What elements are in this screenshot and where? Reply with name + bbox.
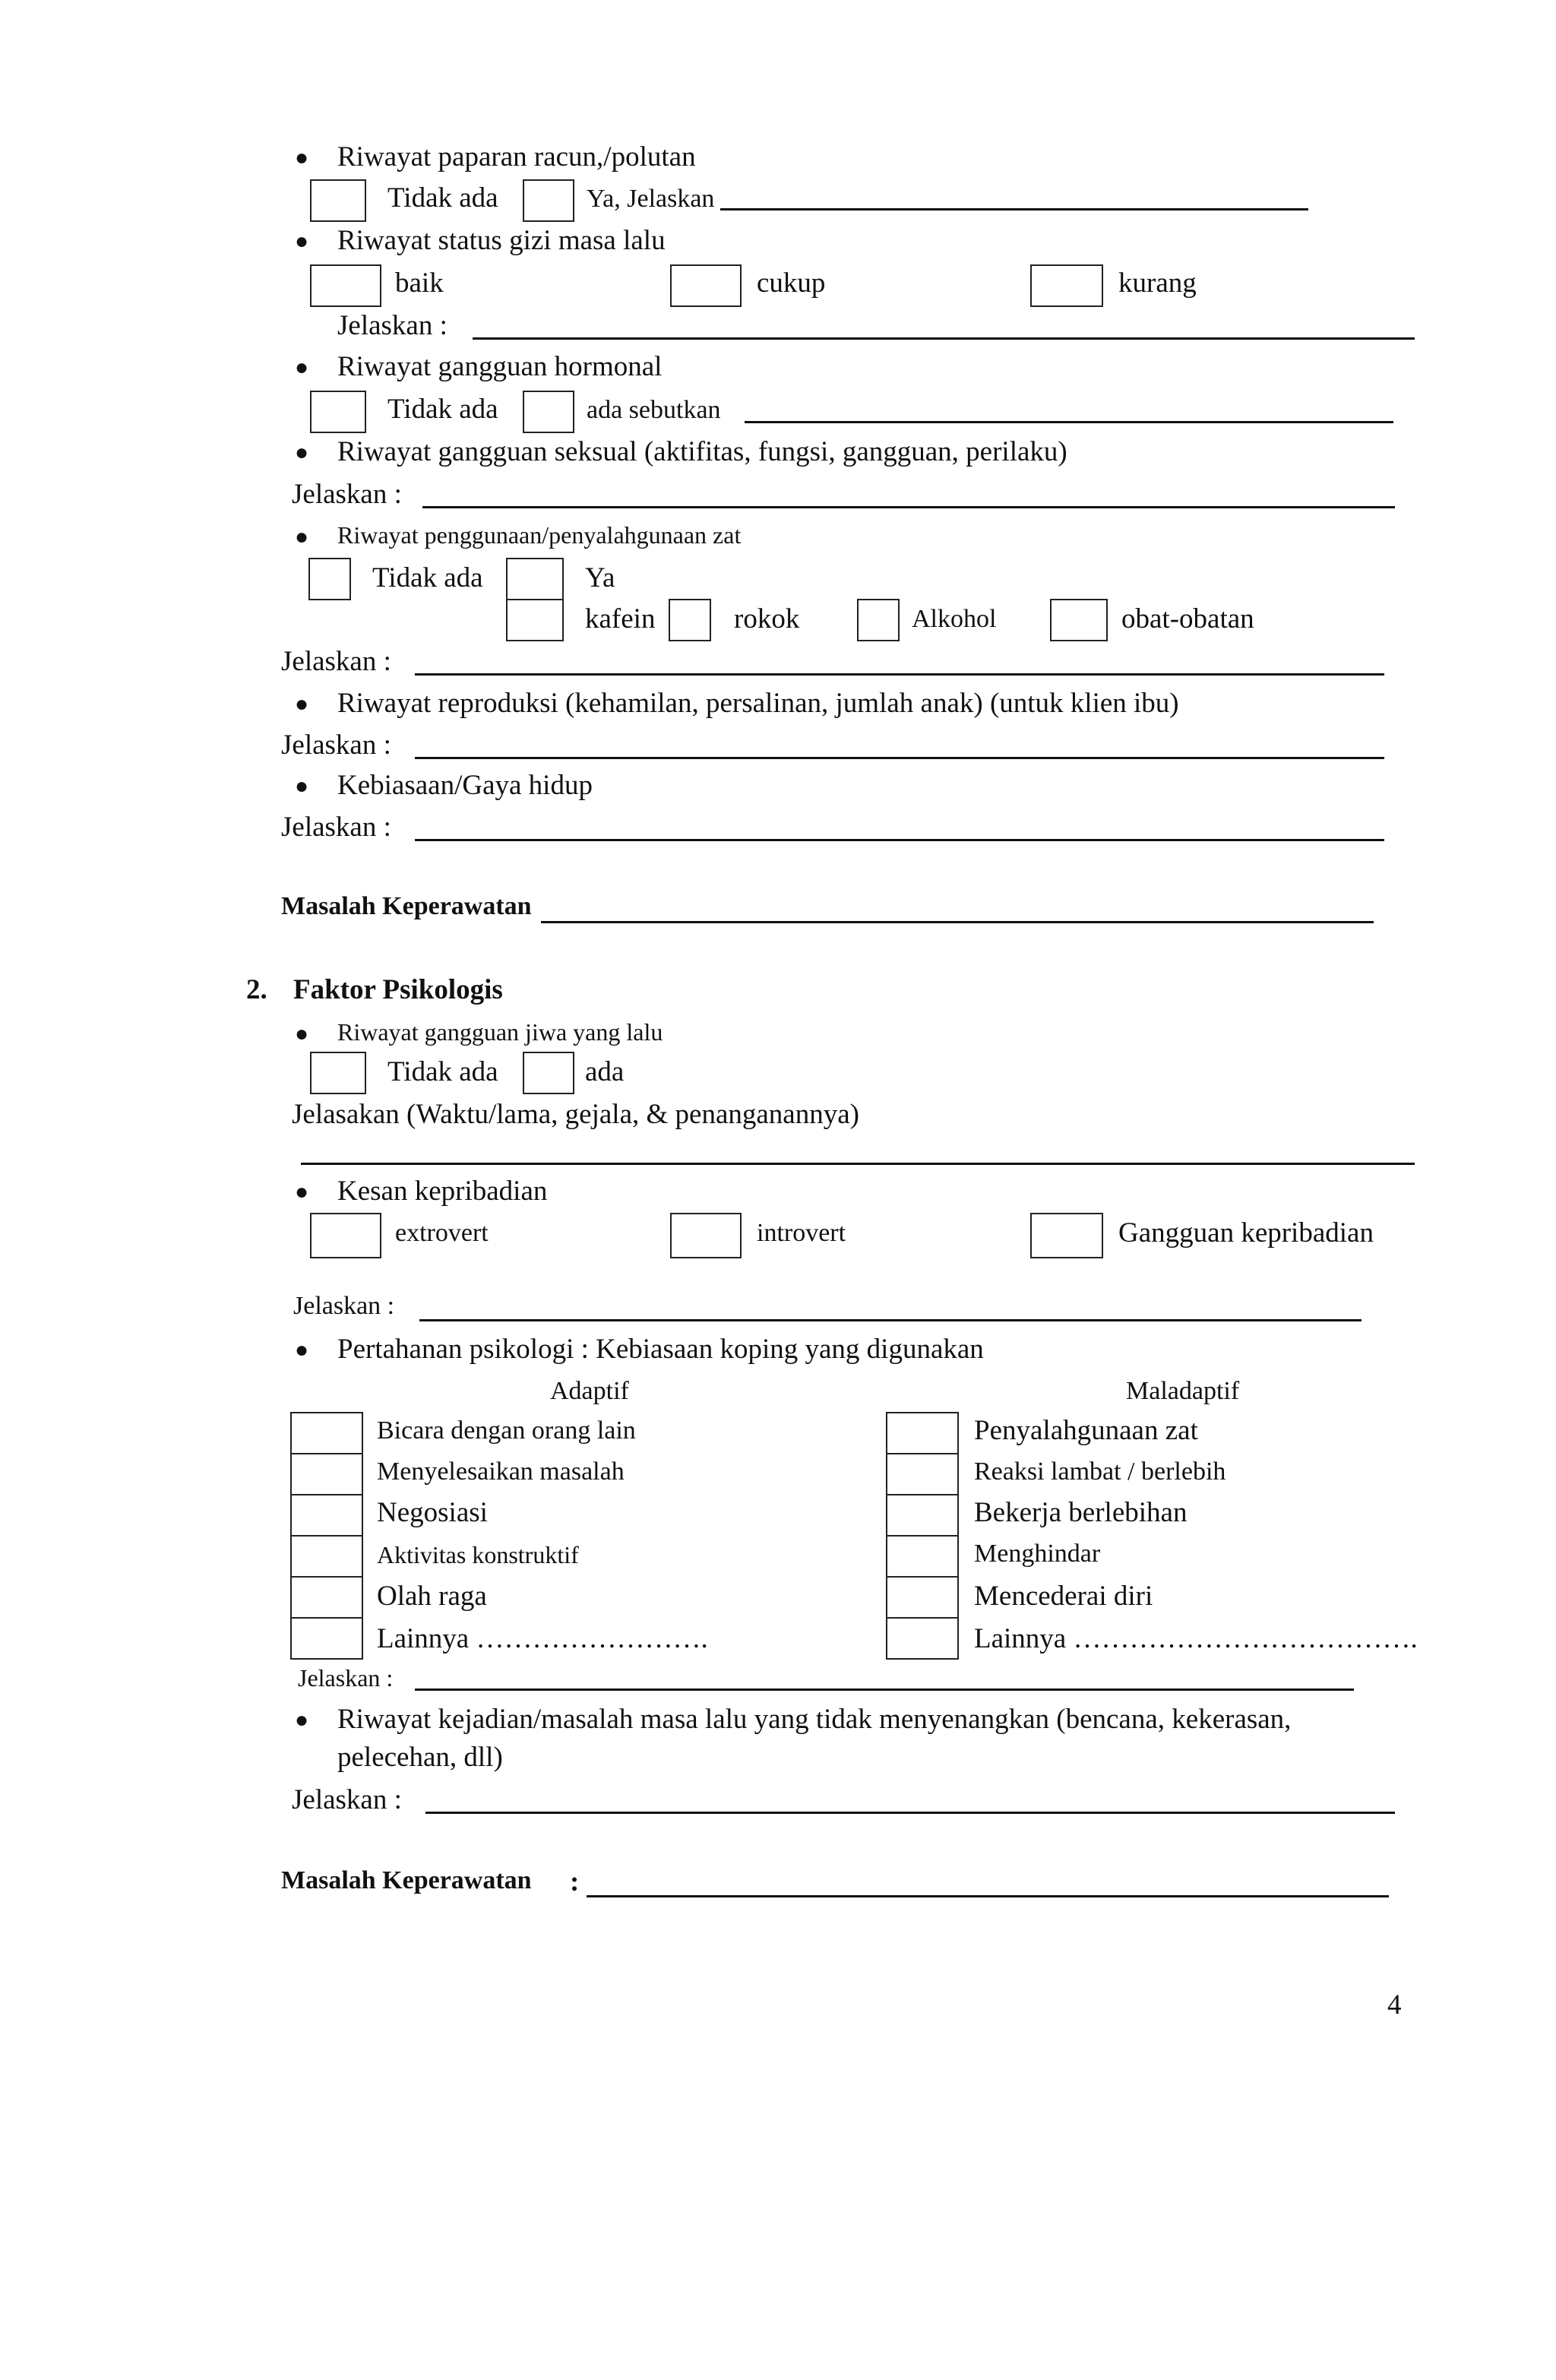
seksual-fill-line[interactable] — [422, 506, 1395, 508]
maladaptif-label: Lainnya ………………………………. — [974, 1623, 1418, 1654]
adaptif-label: Lainnya ……………………. — [377, 1623, 708, 1654]
bullet-icon: ● — [295, 440, 309, 465]
kepribadian-intro-checkbox[interactable] — [670, 1213, 742, 1258]
gizi-explain-label: Jelaskan : — [337, 310, 448, 341]
kepribadian-gangguan-label: Gangguan kepribadian — [1118, 1217, 1374, 1249]
racun-none-checkbox[interactable] — [310, 179, 366, 222]
section-number: 2. — [246, 974, 267, 1005]
gizi-less-label: kurang — [1118, 267, 1197, 299]
hormonal-none-label: Tidak ada — [387, 394, 498, 425]
jiwa-title: Riwayat gangguan jiwa yang lalu — [337, 1018, 663, 1046]
maladaptif-checkbox[interactable] — [886, 1535, 959, 1578]
zat-none-checkbox[interactable] — [308, 558, 351, 600]
maladaptif-checkbox[interactable] — [886, 1453, 959, 1495]
adaptif-checkbox[interactable] — [290, 1494, 363, 1537]
kepribadian-title: Kesan kepribadian — [337, 1176, 548, 1207]
pertahanan-title: Pertahanan psikologi : Kebiasaan koping yang digunakan — [337, 1334, 984, 1365]
racun-yes-label: Ya, Jelaskan — [587, 185, 715, 213]
gizi-good-checkbox[interactable] — [310, 264, 381, 307]
seksual-title: Riwayat gangguan seksual (aktifitas, fungsi, gangguan, perilaku) — [337, 436, 1067, 467]
racun-fill-line[interactable] — [720, 208, 1308, 210]
jiwa-fill-line[interactable] — [301, 1163, 1415, 1165]
zat-kafein-checkbox[interactable] — [506, 599, 564, 641]
masalah-label: Masalah Keperawatan — [281, 892, 532, 920]
bullet-icon: ● — [295, 1337, 309, 1362]
zat-yes-label: Ya — [585, 562, 615, 593]
maladaptif-checkbox[interactable] — [886, 1617, 959, 1660]
masalah-colon: : — [570, 1866, 580, 1897]
adaptif-label: Olah raga — [377, 1581, 487, 1612]
kepribadian-gangguan-checkbox[interactable] — [1030, 1213, 1103, 1258]
kejadian-title-line1: Riwayat kejadian/masalah masa lalu yang tidak menyenangkan (bencana, kekerasan, — [337, 1704, 1292, 1735]
hormonal-yes-checkbox[interactable] — [523, 391, 574, 433]
seksual-explain-label: Jelaskan : — [292, 479, 402, 510]
racun-title: Riwayat paparan racun,/polutan — [337, 141, 696, 172]
adaptif-checkbox[interactable] — [290, 1617, 363, 1660]
zat-kafein-label: kafein — [585, 603, 656, 635]
reproduksi-explain-label: Jelaskan : — [281, 730, 391, 761]
reproduksi-title: Riwayat reproduksi (kehamilan, persalinan, jumlah anak) (untuk klien ibu) — [337, 688, 1179, 719]
kejadian-title-line2: pelecehan, dll) — [337, 1742, 503, 1773]
jiwa-none-label: Tidak ada — [387, 1056, 498, 1087]
hormonal-title: Riwayat gangguan hormonal — [337, 351, 663, 382]
maladaptif-checkbox[interactable] — [886, 1576, 959, 1619]
zat-yes-checkbox[interactable] — [506, 558, 564, 600]
zat-fill-line[interactable] — [415, 673, 1384, 676]
hormonal-none-checkbox[interactable] — [310, 391, 366, 433]
kepribadian-extro-checkbox[interactable] — [310, 1213, 381, 1258]
maladaptif-label: Mencederai diri — [974, 1581, 1153, 1612]
adaptif-label: Menyelesaikan masalah — [377, 1457, 625, 1486]
kepribadian-explain-label: Jelaskan : — [293, 1292, 395, 1320]
bullet-icon: ● — [295, 355, 309, 380]
adaptif-checkbox[interactable] — [290, 1576, 363, 1619]
adaptif-checkbox[interactable] — [290, 1453, 363, 1495]
masalah-label: Masalah Keperawatan — [281, 1866, 532, 1894]
racun-none-label: Tidak ada — [387, 182, 498, 214]
kepribadian-intro-label: introvert — [757, 1219, 846, 1247]
kepribadian-extro-label: extrovert — [395, 1219, 489, 1247]
maladaptif-checkbox[interactable] — [886, 1412, 959, 1454]
adaptif-checkbox[interactable] — [290, 1412, 363, 1454]
maladaptif-header: Maladaptif — [1126, 1377, 1240, 1405]
maladaptif-checkbox[interactable] — [886, 1494, 959, 1537]
maladaptif-label: Reaksi lambat / berlebih — [974, 1457, 1226, 1486]
adaptif-checkbox[interactable] — [290, 1535, 363, 1578]
bullet-icon: ● — [295, 1179, 309, 1204]
masalah-fill-line[interactable] — [587, 1895, 1389, 1897]
hormonal-yes-label: ada sebutkan — [587, 396, 721, 424]
bullet-icon: ● — [295, 524, 309, 549]
zat-obat-checkbox[interactable] — [1050, 599, 1108, 641]
jiwa-yes-checkbox[interactable] — [523, 1052, 574, 1094]
jiwa-none-checkbox[interactable] — [310, 1052, 366, 1094]
gizi-enough-checkbox[interactable] — [670, 264, 742, 307]
adaptif-header: Adaptif — [550, 1377, 629, 1405]
reproduksi-fill-line[interactable] — [415, 757, 1384, 759]
zat-alkohol-label: Alkohol — [912, 605, 997, 633]
jiwa-explain-label: Jelasakan (Waktu/lama, gejala, & penanganannya) — [292, 1099, 859, 1130]
maladaptif-label: Penyalahgunaan zat — [974, 1415, 1198, 1446]
bullet-icon: ● — [295, 1707, 309, 1733]
zat-alkohol-checkbox[interactable] — [857, 599, 900, 641]
gizi-title: Riwayat status gizi masa lalu — [337, 225, 666, 256]
gaya-hidup-explain-label: Jelaskan : — [281, 812, 391, 843]
racun-yes-checkbox[interactable] — [523, 179, 574, 222]
section-heading: Faktor Psikologis — [293, 974, 503, 1005]
hormonal-fill-line[interactable] — [745, 421, 1393, 423]
masalah-fill-line[interactable] — [541, 921, 1374, 923]
kejadian-explain-label: Jelaskan : — [292, 1784, 402, 1815]
kejadian-fill-line[interactable] — [425, 1812, 1395, 1814]
zat-obat-label: obat-obatan — [1121, 603, 1254, 635]
gizi-less-checkbox[interactable] — [1030, 264, 1103, 307]
maladaptif-label: Bekerja berlebihan — [974, 1497, 1188, 1528]
bullet-icon: ● — [295, 774, 309, 799]
gizi-good-label: baik — [395, 267, 444, 299]
gaya-hidup-fill-line[interactable] — [415, 839, 1384, 841]
zat-explain-label: Jelaskan : — [281, 646, 391, 677]
bullet-icon: ● — [295, 692, 309, 717]
zat-none-label: Tidak ada — [372, 562, 483, 593]
gizi-fill-line[interactable] — [473, 337, 1415, 340]
zat-title: Riwayat penggunaan/penyalahgunaan zat — [337, 521, 742, 549]
zat-rokok-checkbox[interactable] — [669, 599, 711, 641]
bullet-icon: ● — [295, 145, 309, 170]
adaptif-label: Bicara dengan orang lain — [377, 1416, 636, 1445]
pertahanan-fill-line[interactable] — [415, 1688, 1354, 1691]
bullet-icon: ● — [295, 1021, 309, 1046]
jiwa-yes-label: ada — [585, 1056, 625, 1087]
page-number: 4 — [1387, 1989, 1402, 2021]
adaptif-label: Negosiasi — [377, 1497, 488, 1528]
maladaptif-label: Menghindar — [974, 1540, 1101, 1568]
gaya-hidup-title: Kebiasaan/Gaya hidup — [337, 770, 593, 801]
zat-rokok-label: rokok — [734, 603, 800, 635]
kepribadian-fill-line[interactable] — [419, 1319, 1362, 1321]
gizi-enough-label: cukup — [757, 267, 826, 299]
adaptif-label: Aktivitas konstruktif — [377, 1541, 579, 1568]
bullet-icon: ● — [295, 229, 309, 254]
pertahanan-explain-label: Jelaskan : — [298, 1664, 394, 1692]
